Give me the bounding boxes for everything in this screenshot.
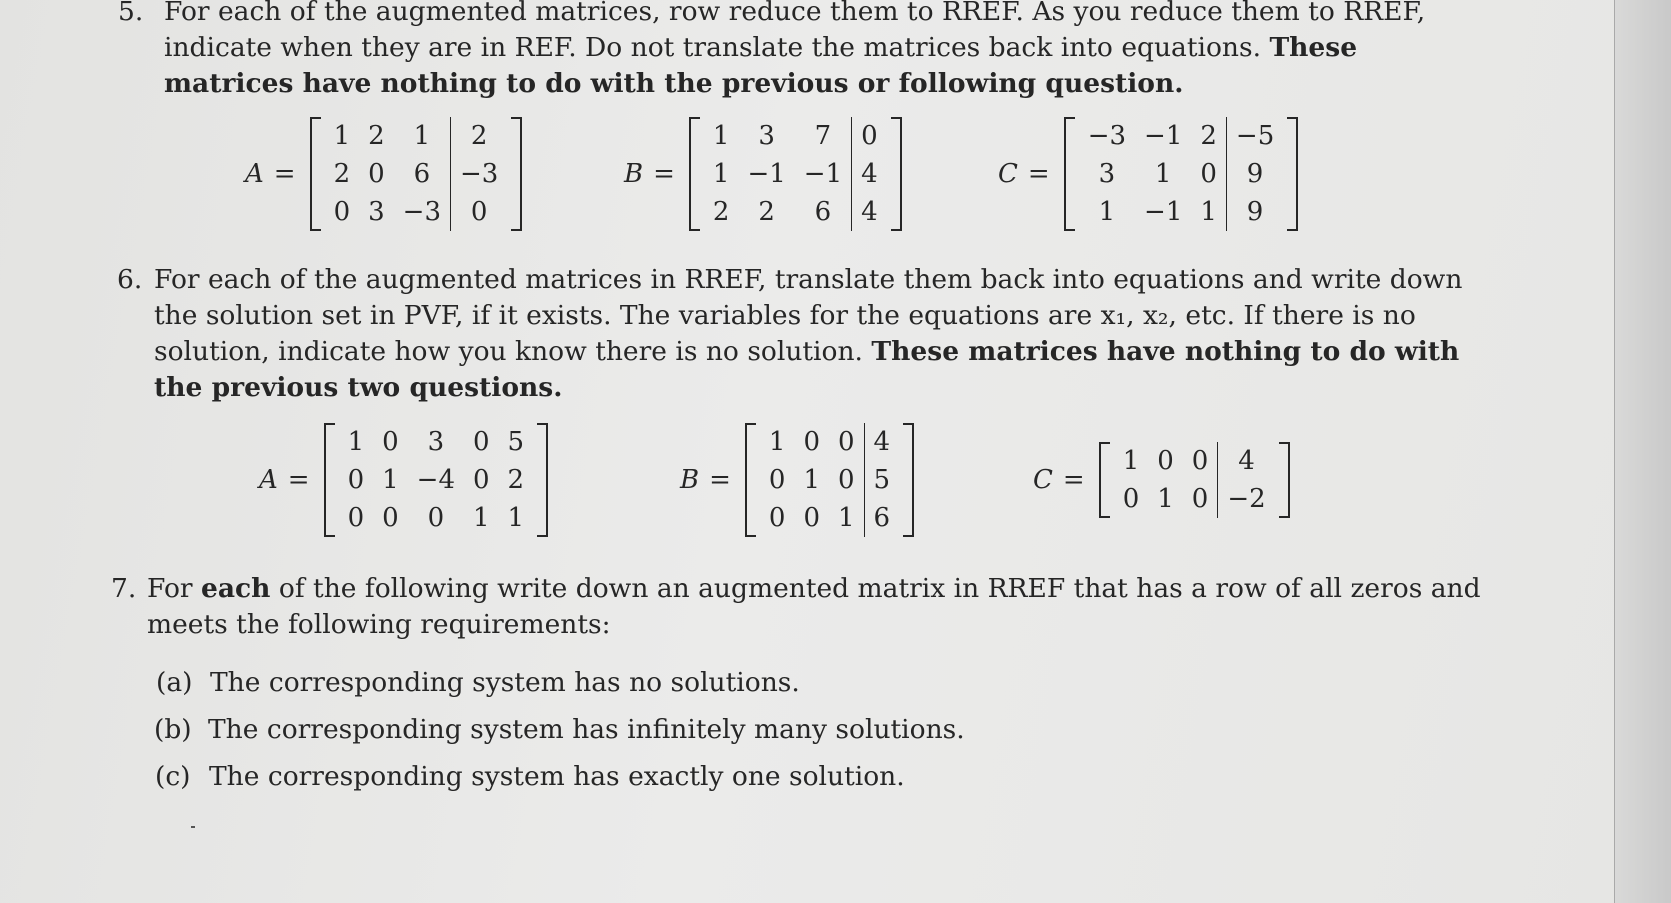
matrix-grid (321, 117, 512, 231)
matrix-cell: 2 (368, 121, 385, 151)
question-number: 5. (118, 0, 144, 27)
question-number: 7. (111, 573, 137, 604)
matrix-grid (756, 423, 903, 537)
matrix-cell: 6 (814, 197, 832, 227)
left-bracket (689, 117, 700, 231)
matrix-a (245, 117, 522, 231)
matrix-cell: 0 (368, 159, 385, 189)
text-span: of the following write down an augmented matrix in RREF that has a row of all zeros and (278, 573, 1481, 604)
matrix-label: A (245, 159, 264, 189)
matrix-label: C (998, 159, 1018, 189)
right-bracket (891, 117, 902, 231)
matrix-cell: 2 (1200, 121, 1217, 151)
matrix-cell: 1 (1157, 484, 1174, 514)
matrix-cell: 1 (803, 465, 820, 495)
text-span: indicate when they are in REF. Do not translate the matrices back into equations. (164, 32, 1261, 63)
matrix-cell: 1 (1154, 159, 1172, 189)
matrix-cell: 2 (450, 117, 507, 155)
matrix-cell: 3 (758, 121, 775, 151)
text-line (164, 30, 1425, 66)
bold-text: These (1269, 32, 1358, 63)
right-bracket (1279, 442, 1290, 518)
matrix-grid (335, 423, 538, 537)
question-6 (117, 262, 1463, 407)
matrix-grid (1075, 117, 1288, 231)
subquestion-text: The corresponding system has exactly one solution. (209, 761, 905, 792)
matrix-cell: 2 (758, 197, 775, 227)
matrix-cell: 2 (712, 197, 730, 227)
left-bracket (1099, 442, 1110, 518)
text-line (154, 370, 1462, 406)
matrix-cell: −3 (1087, 121, 1127, 151)
matrix-cell: −1 (747, 159, 786, 189)
matrix-cell: −3 (450, 155, 507, 193)
matrix-cell: −4 (416, 465, 455, 495)
left-bracket (324, 423, 335, 537)
right-bracket (537, 423, 548, 537)
matrix-cell: 0 (838, 427, 855, 457)
subquestion-tag: (c) (155, 761, 191, 792)
matrix-label: B (680, 465, 700, 495)
matrix-cell: 1 (333, 121, 351, 151)
left-bracket (1064, 117, 1075, 231)
matrix-cell: 4 (851, 193, 887, 231)
page-edge (1614, 0, 1671, 903)
matrix-cell: 0 (382, 427, 399, 457)
matrix-cell: 0 (768, 465, 786, 495)
subquestion-tag: (a) (156, 667, 193, 698)
matrix-cell: 3 (368, 197, 385, 227)
text-span: solution, indicate how you know there is no solution. (154, 336, 863, 367)
matrix-cell: 5 (864, 461, 900, 499)
question-5 (118, 0, 1426, 104)
matrix-label: B (624, 159, 644, 189)
text-line (164, 66, 1425, 102)
matrix-cell: 2 (507, 465, 525, 495)
matrix-c (998, 117, 1298, 231)
matrix-cell: 0 (1157, 446, 1174, 476)
question-7 (111, 571, 1481, 651)
matrix-label: A (259, 465, 278, 495)
question-text (164, 0, 1425, 102)
matrix-cell: 1 (768, 427, 786, 457)
text-line (154, 334, 1462, 370)
matrix-cell: −1 (1144, 121, 1183, 151)
matrix-b (624, 117, 902, 231)
matrix-cell: 0 (838, 465, 855, 495)
matrix-cell: 0 (382, 503, 399, 533)
matrix-grid (1110, 442, 1279, 518)
subquestion-text: The corresponding system has no solutions. (210, 667, 800, 698)
matrix-cell: 1 (1122, 446, 1140, 476)
matrix-cell: 0 (768, 503, 786, 533)
matrix-cell: 0 (803, 503, 820, 533)
equals-sign: = (1027, 159, 1050, 189)
matrix-cell: −3 (402, 197, 441, 227)
right-bracket (511, 117, 522, 231)
matrix-cell: 1 (1098, 197, 1116, 227)
matrix-cell: 0 (1200, 159, 1217, 189)
matrix-cell: 2 (333, 159, 351, 189)
text-line (147, 571, 1481, 607)
question-text (154, 262, 1462, 406)
matrix-cell: −1 (803, 159, 843, 189)
matrix-label: C (1033, 465, 1053, 495)
bold-text: the previous two questions. (154, 372, 563, 403)
matrix-cell: 3 (1098, 159, 1116, 189)
matrix-cell: −5 (1226, 117, 1283, 155)
bold-text: These matrices have nothing to do with (871, 336, 1460, 367)
matrix-cell: 6 (864, 499, 900, 537)
matrix-cell: 0 (1191, 446, 1209, 476)
matrix-cell: 9 (1226, 155, 1283, 193)
matrix-cell: 5 (507, 427, 525, 457)
equals-sign: = (653, 159, 675, 189)
matrix-cell: 0 (1191, 484, 1209, 514)
matrix-cell: 1 (413, 121, 431, 151)
question-text (147, 571, 1481, 643)
subquestion-b (154, 714, 965, 745)
text-line: For each of the augmented matrices, row reduce them to RREF. As you reduce them to RREF, (164, 0, 1426, 27)
subquestion-c (155, 761, 905, 792)
right-bracket (903, 423, 914, 537)
question-number: 6. (117, 264, 143, 295)
matrix-cell: 0 (427, 503, 445, 533)
matrix-cell: 4 (864, 423, 900, 461)
matrix-cell: 1 (507, 503, 525, 533)
matrix-cell: 1 (347, 427, 365, 457)
matrix-cell: 0 (347, 465, 365, 495)
text-span: For (147, 573, 193, 604)
matrix-cell: 6 (413, 159, 431, 189)
matrix-grid (700, 117, 891, 231)
matrix-cell: 1 (838, 503, 855, 533)
left-bracket (745, 423, 756, 537)
equals-sign: = (1062, 465, 1085, 495)
matrix-cell: 7 (814, 121, 832, 151)
subquestion-text: The corresponding system has infinitely many solutions. (208, 714, 965, 745)
matrix-cell: 9 (1226, 193, 1283, 231)
text-line: the solution set in PVF, if it exists. The variables for the equations are x₁, x₂, etc. If there is no (154, 300, 1416, 331)
matrix-cell: 0 (1122, 484, 1140, 514)
equals-sign: = (709, 465, 731, 495)
matrix-c (1033, 442, 1290, 518)
bold-text: each (201, 573, 271, 604)
matrix-a (259, 423, 548, 537)
matrix-cell: 0 (347, 503, 365, 533)
pencil-mark (191, 826, 195, 828)
matrix-cell: 1 (382, 465, 399, 495)
matrix-cell: 4 (1217, 442, 1274, 480)
subquestion-tag: (b) (154, 714, 192, 745)
matrix-cell: 1 (473, 503, 490, 533)
text-line: For each of the augmented matrices in RREF, translate them back into equations and write down (154, 264, 1463, 295)
matrix-cell: −2 (1217, 480, 1274, 518)
bold-text: matrices have nothing to do with the previous or following question. (164, 68, 1184, 99)
matrix-cell: 0 (473, 465, 490, 495)
matrix-cell: 0 (450, 193, 507, 231)
left-bracket (310, 117, 321, 231)
matrix-cell: 1 (1200, 197, 1217, 227)
subquestion-a (156, 667, 800, 698)
equals-sign: = (287, 465, 310, 495)
matrix-cell: 0 (473, 427, 490, 457)
matrix-cell: −1 (1144, 197, 1183, 227)
right-bracket (1287, 117, 1298, 231)
matrix-cell: 4 (851, 155, 887, 193)
equals-sign: = (273, 159, 296, 189)
text-line: meets the following requirements: (147, 609, 611, 640)
matrix-cell: 0 (803, 427, 820, 457)
matrix-cell: 3 (427, 427, 445, 457)
matrix-cell: 0 (333, 197, 351, 227)
matrix-cell: 0 (851, 117, 887, 155)
matrix-cell: 1 (712, 159, 730, 189)
matrix-cell: 1 (712, 121, 730, 151)
matrix-b (680, 423, 914, 537)
